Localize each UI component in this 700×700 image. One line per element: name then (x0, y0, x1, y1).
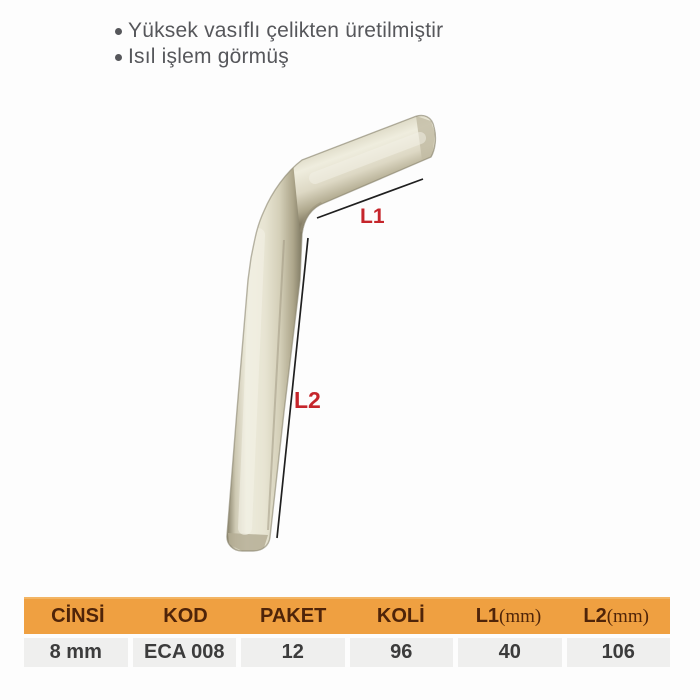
header-unit: (mm) (606, 606, 649, 627)
header-label: KOD (163, 605, 208, 627)
cell-l2: 106 (567, 638, 671, 667)
cell-cinsi: 8 mm (24, 638, 128, 667)
header-cell-l1 (455, 605, 563, 628)
cell-kod: ECA 008 (133, 638, 237, 667)
allen-key (227, 92, 452, 551)
feature-text: Yüksek vasıflı çelikten üretilmiştir (128, 19, 444, 42)
cell-l1: 40 (458, 638, 562, 667)
header-label: L1 (475, 605, 500, 627)
feature-text: Isıl işlem görmüş (128, 45, 289, 68)
header-label: L2 (583, 605, 607, 627)
header-cell-cinsi (24, 605, 132, 628)
header-cell-l2 (562, 605, 670, 628)
header-label: KOLİ (376, 605, 425, 627)
table-header-row (24, 597, 670, 634)
header-cell-paket (239, 605, 347, 628)
l2-label: L2 (294, 387, 321, 413)
table-data-row (24, 638, 670, 667)
header-unit: (mm) (499, 606, 542, 627)
spec-table (24, 597, 670, 667)
header-label: CİNSİ (51, 605, 105, 627)
header-cell-kod (132, 605, 240, 628)
cell-koli: 96 (350, 638, 454, 667)
header-cell-koli (347, 605, 455, 628)
l1-label: L1 (360, 205, 385, 228)
header-label: PAKET (260, 605, 327, 627)
cell-paket: 12 (241, 638, 345, 667)
